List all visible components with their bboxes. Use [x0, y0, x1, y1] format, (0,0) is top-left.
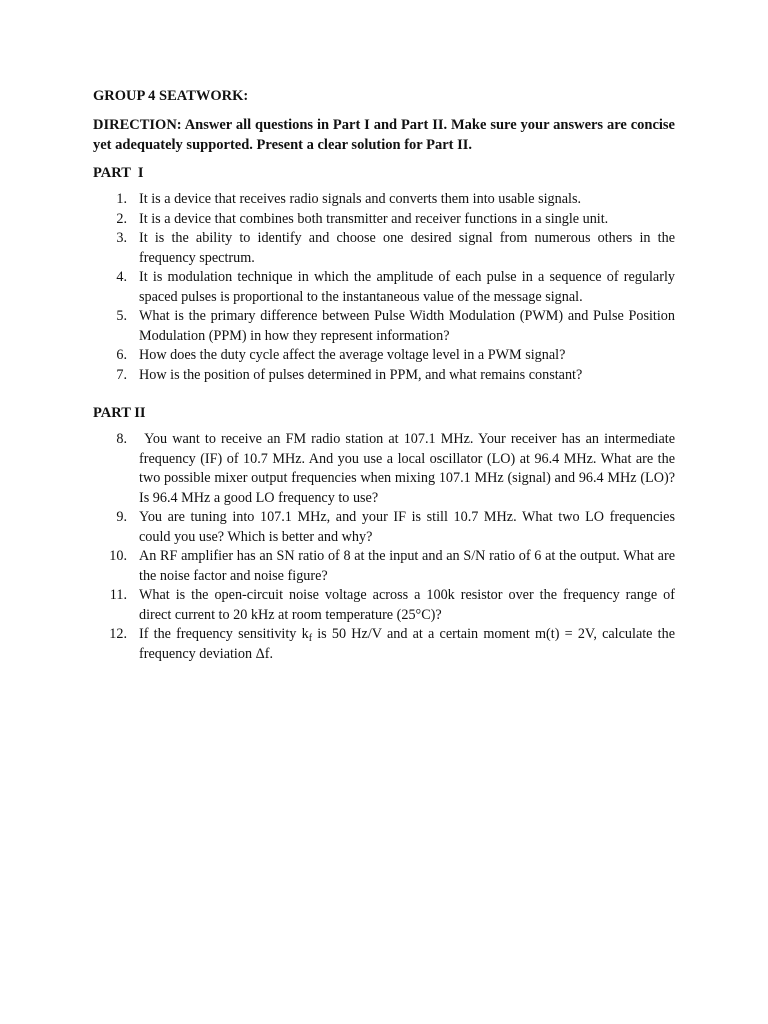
question-text: It is modulation technique in which the amplitude of each pulse in a sequence of regularly spaced pulses is proportional to the instantaneous value of the message signal.: [139, 269, 675, 305]
question-text: [139, 626, 675, 662]
question-number: 1.: [116, 191, 127, 207]
subscript-f: f: [308, 633, 313, 644]
question-item: [93, 366, 675, 386]
question-number: 10.: [109, 548, 127, 564]
question-item: [93, 268, 675, 307]
question-text: What is the primary difference between Pulse Width Modulation (PWM) and Pulse Position Modulation (PPM) in how they represent information?: [139, 308, 675, 344]
question-item: [93, 508, 675, 547]
question-item: [93, 229, 675, 268]
question-text: It is the ability to identify and choose one desired signal from numerous others in the frequency spectrum.: [139, 230, 675, 266]
document-page: [93, 86, 679, 664]
question-text: It is a device that combines both transmitter and receiver functions in a single unit.: [139, 210, 609, 227]
question-text: It is a device that receives radio signals and converts them into usable signals.: [139, 191, 582, 207]
question-number: 11.: [109, 587, 127, 603]
question-text: What is the open-circuit noise voltage across a 100k resistor over the frequency range of direct current to 20 kHz at room temperature (25°C)?: [139, 587, 675, 623]
question-item: [93, 307, 675, 346]
question-number: 2.: [116, 210, 127, 227]
question-text: You want to receive an FM radio station at 107.1 MHz. Your receiver has an intermediate frequency (IF) of 10.7 MHz. And you use a local oscillator (LO) at 96.4 MHz. What are the two possible mixer output frequencies when mixing 107.1 MHz (signal) and 96.4 MHz (LO)? Is 96.4 MHz a good LO frequency to use?: [139, 431, 679, 506]
question-text-part: is 50 Hz/V and at a certain moment m(t) = 2V, calculate the frequency deviation Δf.: [139, 626, 675, 662]
question-text-part: If the frequency sensitivity k: [139, 626, 309, 642]
part-1-question-list: [93, 190, 675, 385]
question-item: [93, 547, 675, 586]
question-number: 6.: [116, 347, 127, 363]
part-2-question-list: [93, 430, 679, 664]
question-item: [93, 210, 675, 230]
question-number: 3.: [116, 230, 127, 246]
question-number: 8.: [116, 431, 127, 447]
question-text: You are tuning into 107.1 MHz, and your IF is still 10.7 MHz. What two LO frequencies could you use? Which is better and why?: [139, 509, 675, 545]
question-text: An RF amplifier has an SN ratio of 8 at the input and an S/N ratio of 6 at the output. What are the noise factor and noise figure?: [139, 548, 675, 584]
question-number: 12.: [109, 626, 127, 642]
part-2-title: PART II: [93, 405, 146, 421]
question-text: How does the duty cycle affect the average voltage level in a PWM signal?: [139, 347, 566, 363]
question-number: 4.: [116, 269, 127, 285]
question-number: 5.: [116, 308, 127, 324]
question-item: [93, 190, 675, 210]
question-text: How is the position of pulses determined in PPM, and what remains constant?: [139, 366, 583, 383]
direction-text: DIRECTION: Answer all questions in Part I and Part II. Make sure your answers are concise yet adequately supported. Present a clear solution for Part II.: [93, 117, 675, 153]
question-item: [93, 346, 675, 366]
document-title: GROUP 4 SEATWORK:: [93, 88, 249, 104]
question-item: [93, 430, 679, 508]
part-1-title: PART I: [93, 165, 144, 181]
question-item: [93, 586, 675, 625]
question-number: 9.: [116, 509, 127, 525]
question-number: 7.: [116, 366, 127, 383]
question-item: [93, 625, 675, 664]
